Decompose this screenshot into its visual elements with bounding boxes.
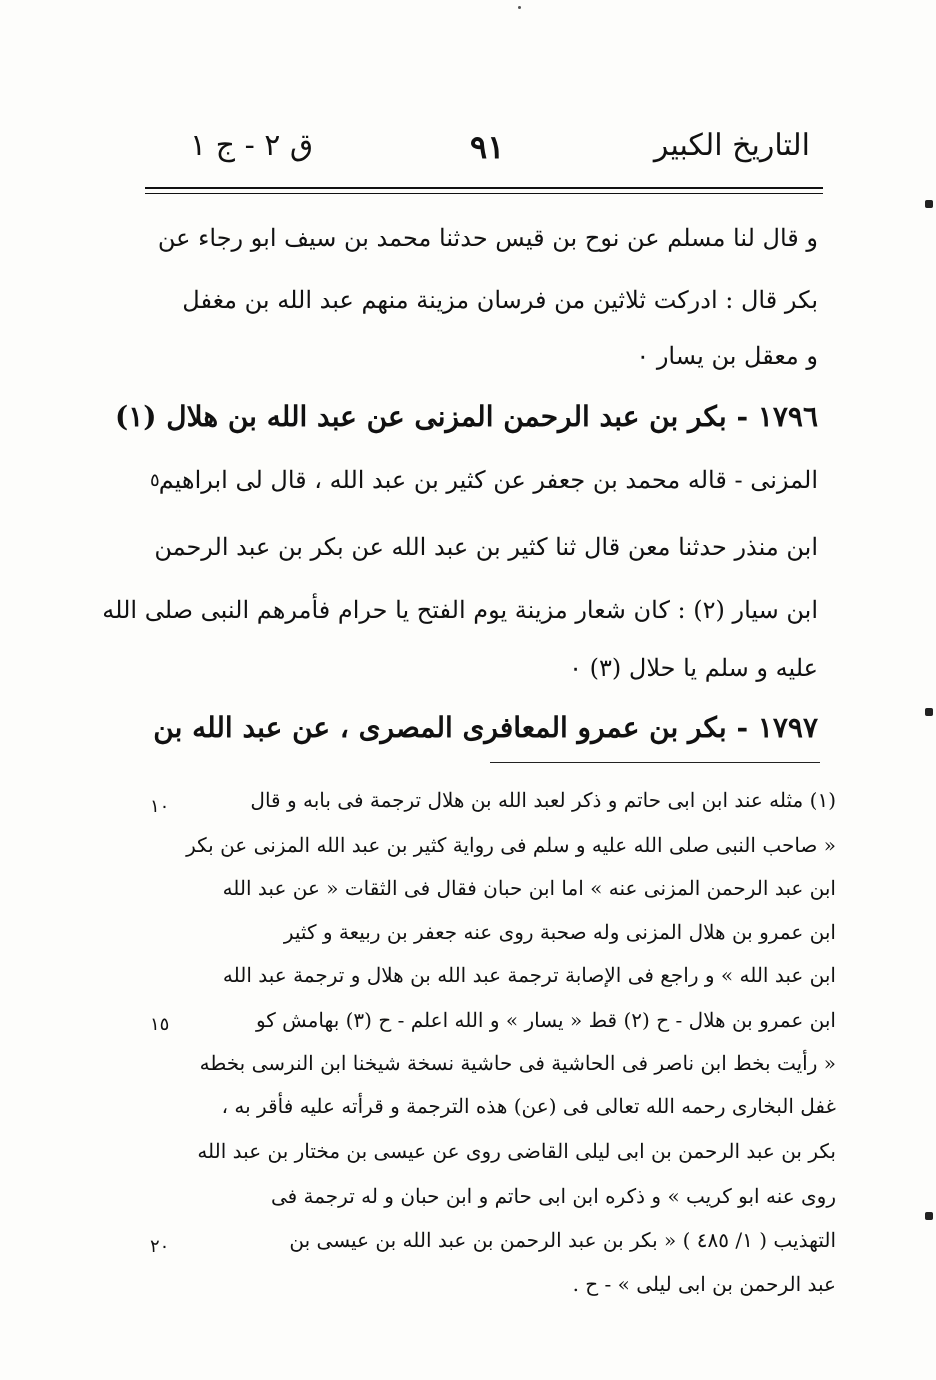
entry-heading: ١٧٩٦ - بكر بن عبد الرحمن المزنى عن عبد الله بن هلال (١) <box>114 400 818 433</box>
footnote-line: ابن عمرو بن هلال - ح (٢) قط « يسار » و الله اعلم - ح (٣) بهامش كو <box>255 1008 836 1032</box>
book-title: التاريخ الكبير <box>653 128 810 163</box>
line-number: ٢٠ <box>150 1236 170 1257</box>
footnote-line: (١) مثله عند ابن ابى حاتم و ذكر لعبد الله بن هلال ترجمة فى بابه و قال <box>250 788 836 812</box>
margin-mark <box>925 200 933 208</box>
text-line: عليه و سلم يا حلال (٣) ٠ <box>569 654 818 682</box>
footnote-line: التهذيب ( ١/ ٤٨٥ ) « بكر بن عبد الرحمن بن عبد الله بن عيسى بن <box>289 1228 836 1252</box>
text-line: بكر قال : ادركت ثلاثين من فرسان مزينة منهم عبد الله بن مغفل <box>182 286 818 314</box>
volume-ref: ق ٢ - ج ١ <box>190 128 314 163</box>
page-number: ٩١ <box>470 128 505 166</box>
margin-mark <box>925 1212 933 1220</box>
text-line: المزنى - قاله محمد بن جعفر عن كثير بن عبد الله ، قال لى ابراهيم <box>158 466 818 494</box>
margin-mark <box>925 708 933 716</box>
footnote-line: ابن عبد الله » و راجع فى الإصابة ترجمة عبد الله بن هلال و ترجمة عبد الله <box>222 963 836 987</box>
header-rule-bottom <box>145 193 823 194</box>
text-line: و قال لنا مسلم عن نوح بن قيس حدثنا محمد بن سيف ابو رجاء عن <box>157 224 818 252</box>
page-header <box>190 128 810 178</box>
footnote-line: ابن عبد الرحمن المزنى عنه » اما ابن حبان فقال فى الثقات « عن عبد الله <box>222 876 836 900</box>
footnote-line: عبد الرحمن بن ابى ليلى » - ح . <box>572 1272 836 1296</box>
footnote-line: غفل البخارى رحمه الله تعالى فى (عن) هذه الترجمة و قرأته عليه فأقر به ، <box>221 1094 836 1118</box>
line-number: ١٥ <box>150 1014 170 1035</box>
speck <box>518 6 521 9</box>
text-line: ابن منذر حدثنا معن قال ثنا كثير بن عبد الله عن بكر بن عبد الرحمن <box>154 533 818 561</box>
header-rule-top <box>145 187 823 189</box>
line-number: ٥ <box>150 470 160 491</box>
footnote-line: بكر بن عبد الرحمن بن ابى ليلى القاضى روى عن عيسى بن مختار بن عبد الله <box>197 1139 836 1163</box>
footnote-separator <box>490 762 820 763</box>
footnote-line: روى عنه ابو كريب » و ذكره ابن ابى حاتم و ابن حبان و له ترجمة فى <box>270 1184 836 1208</box>
text-line: و معقل بن يسار ٠ <box>636 342 818 370</box>
line-number: ١٠ <box>150 796 170 817</box>
entry-heading: ١٧٩٧ - بكر بن عمرو المعافرى المصرى ، عن عبد الله بن <box>153 711 818 744</box>
footnote-line: « رأيت بخط ابن ناصر فى الحاشية فى حاشية نسخة شيخنا ابن النرسى بخطه <box>199 1051 836 1075</box>
footnote-line: « صاحب النبى صلى الله عليه و سلم فى رواية كثير بن عبد الله المزنى عن بكر <box>186 833 836 857</box>
footnote-line: ابن عمرو بن هلال المزنى وله صحبة روى عنه جعفر بن ربيعة و كثير <box>283 920 836 944</box>
text-line: ابن سيار (٢) : كان شعار مزينة يوم الفتح يا حرام فأمرهم النبى صلى الله <box>102 596 818 624</box>
